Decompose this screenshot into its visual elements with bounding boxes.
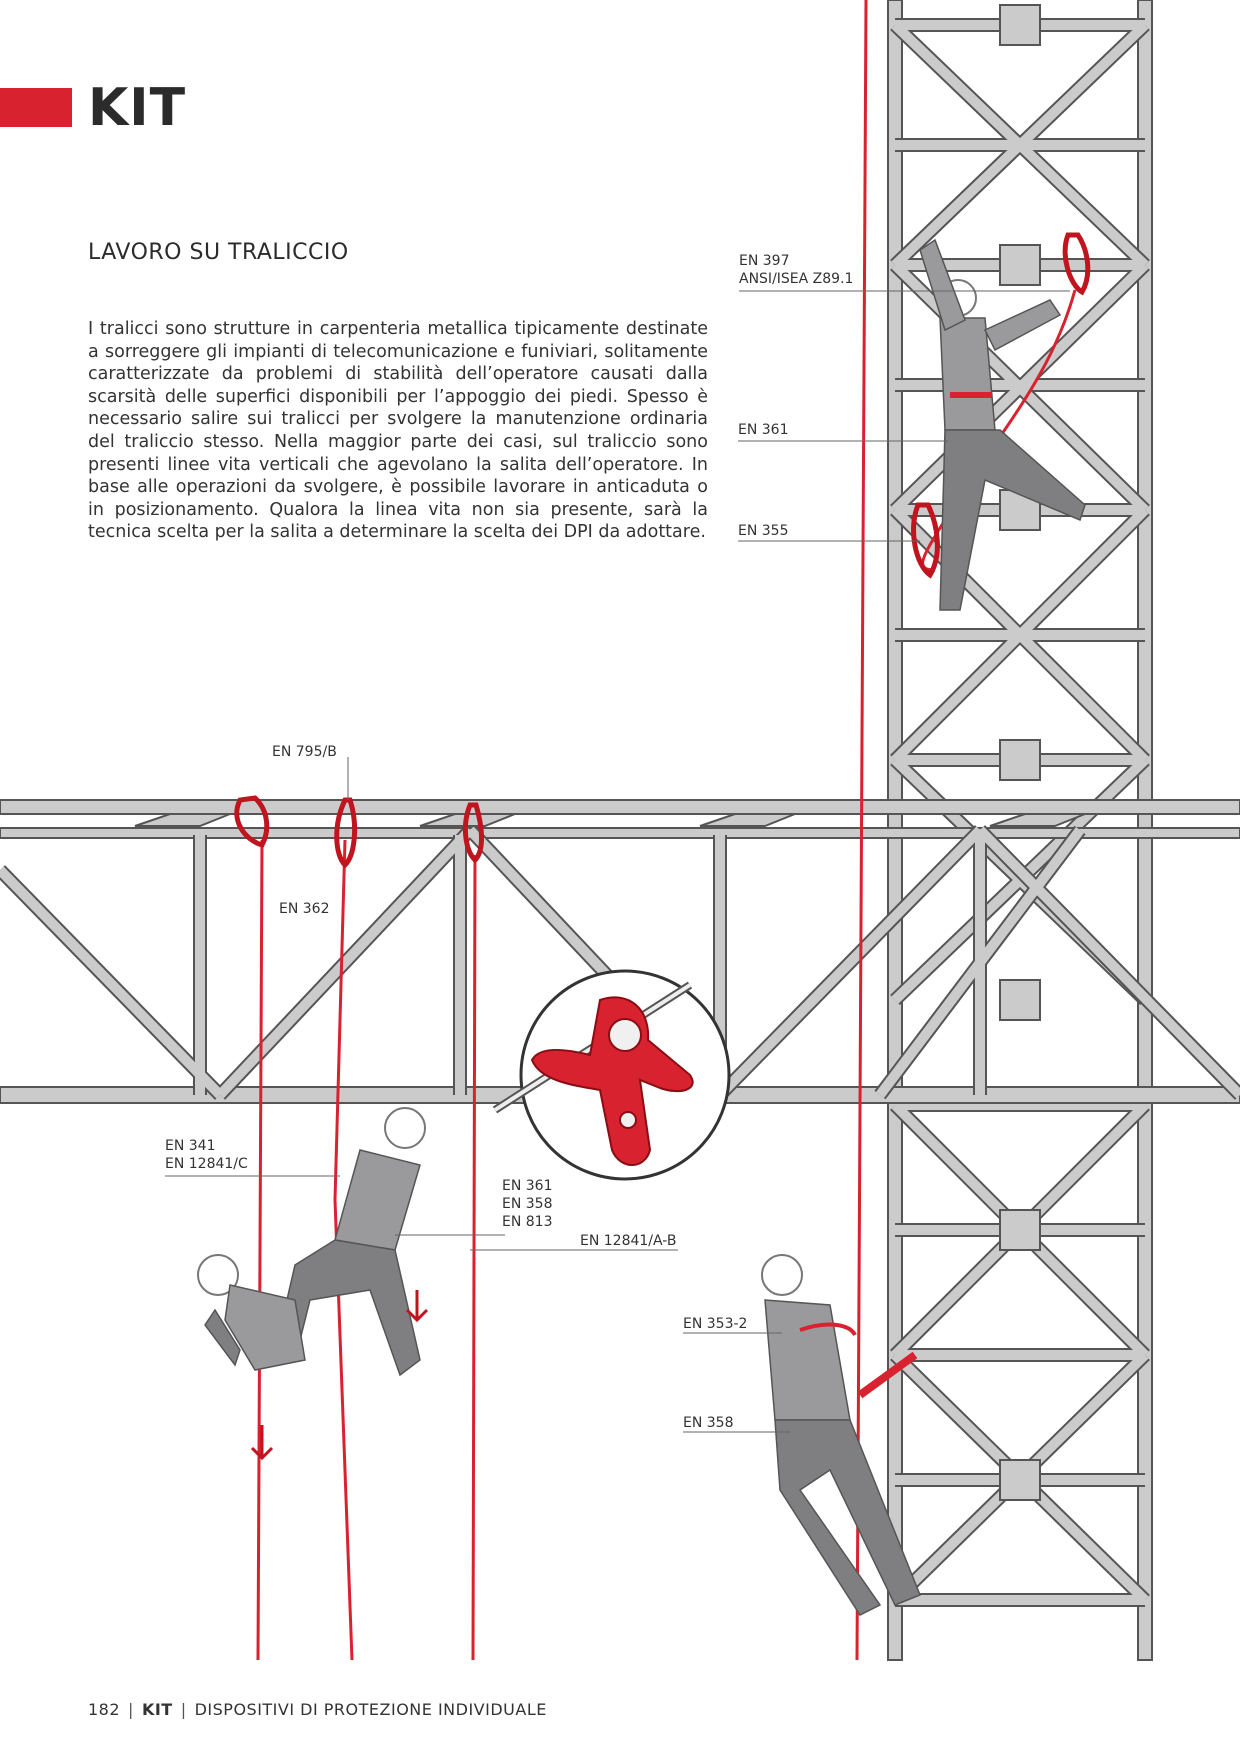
label-en355: EN 355	[738, 523, 789, 539]
label-en361-top: EN 361	[738, 422, 789, 438]
worker-rescued	[198, 1255, 305, 1370]
label-en397: EN 397	[739, 253, 790, 269]
label-en358-low: EN 358	[683, 1415, 734, 1431]
label-en361-mid: EN 361	[502, 1178, 553, 1194]
label-en353-2: EN 353-2	[683, 1316, 748, 1332]
label-en12841ab: EN 12841/A-B	[580, 1233, 677, 1249]
footer-section: KIT	[141, 1700, 173, 1719]
label-en795b: EN 795/B	[272, 744, 337, 760]
label-en813: EN 813	[502, 1214, 553, 1230]
page-number: 182	[88, 1700, 121, 1719]
descender-detail	[495, 971, 729, 1179]
worker-descending-left	[280, 1108, 425, 1375]
page-footer: 182 | KIT | DISPOSITIVI DI PROTEZIONE INDIVIDUALE	[88, 1700, 547, 1719]
label-en358-mid: EN 358	[502, 1196, 553, 1212]
section-body: I tralicci sono strutture in carpenteria metallica tipicamente destinate a sorreggere gli impianti di telecomunicazione e funiviari, solitamente caratterizzate da problemi di stabilità dell’operatore causati dalla scarsità delle superfici disponibili per l’appoggio dei piedi. Spesso è necessario salire sui tralicci per svolgere la manutenzione ordinaria del traliccio stesso. Nella maggior parte dei casi, sul traliccio sono presenti linee vita verticali che agevolano la salita dell’operatore. In base alle operazioni da svolgere, è possibile lavorare in anticaduta o in posizionamento. Qualora la linea vita non sia presente, sarà la tecnica scelta per la salita a determinare la scelta dei DPI da adottare.	[88, 319, 708, 543]
section-title: LAVORO SU TRALICCIO	[88, 240, 349, 265]
page-title: KIT	[88, 78, 187, 138]
label-en12841c: EN 12841/C	[165, 1156, 248, 1172]
footer-title: DISPOSITIVI DI PROTEZIONE INDIVIDUALE	[194, 1700, 547, 1719]
label-en341: EN 341	[165, 1138, 216, 1154]
label-ansi-isea: ANSI/ISEA Z89.1	[739, 271, 854, 287]
label-en362: EN 362	[279, 901, 330, 917]
